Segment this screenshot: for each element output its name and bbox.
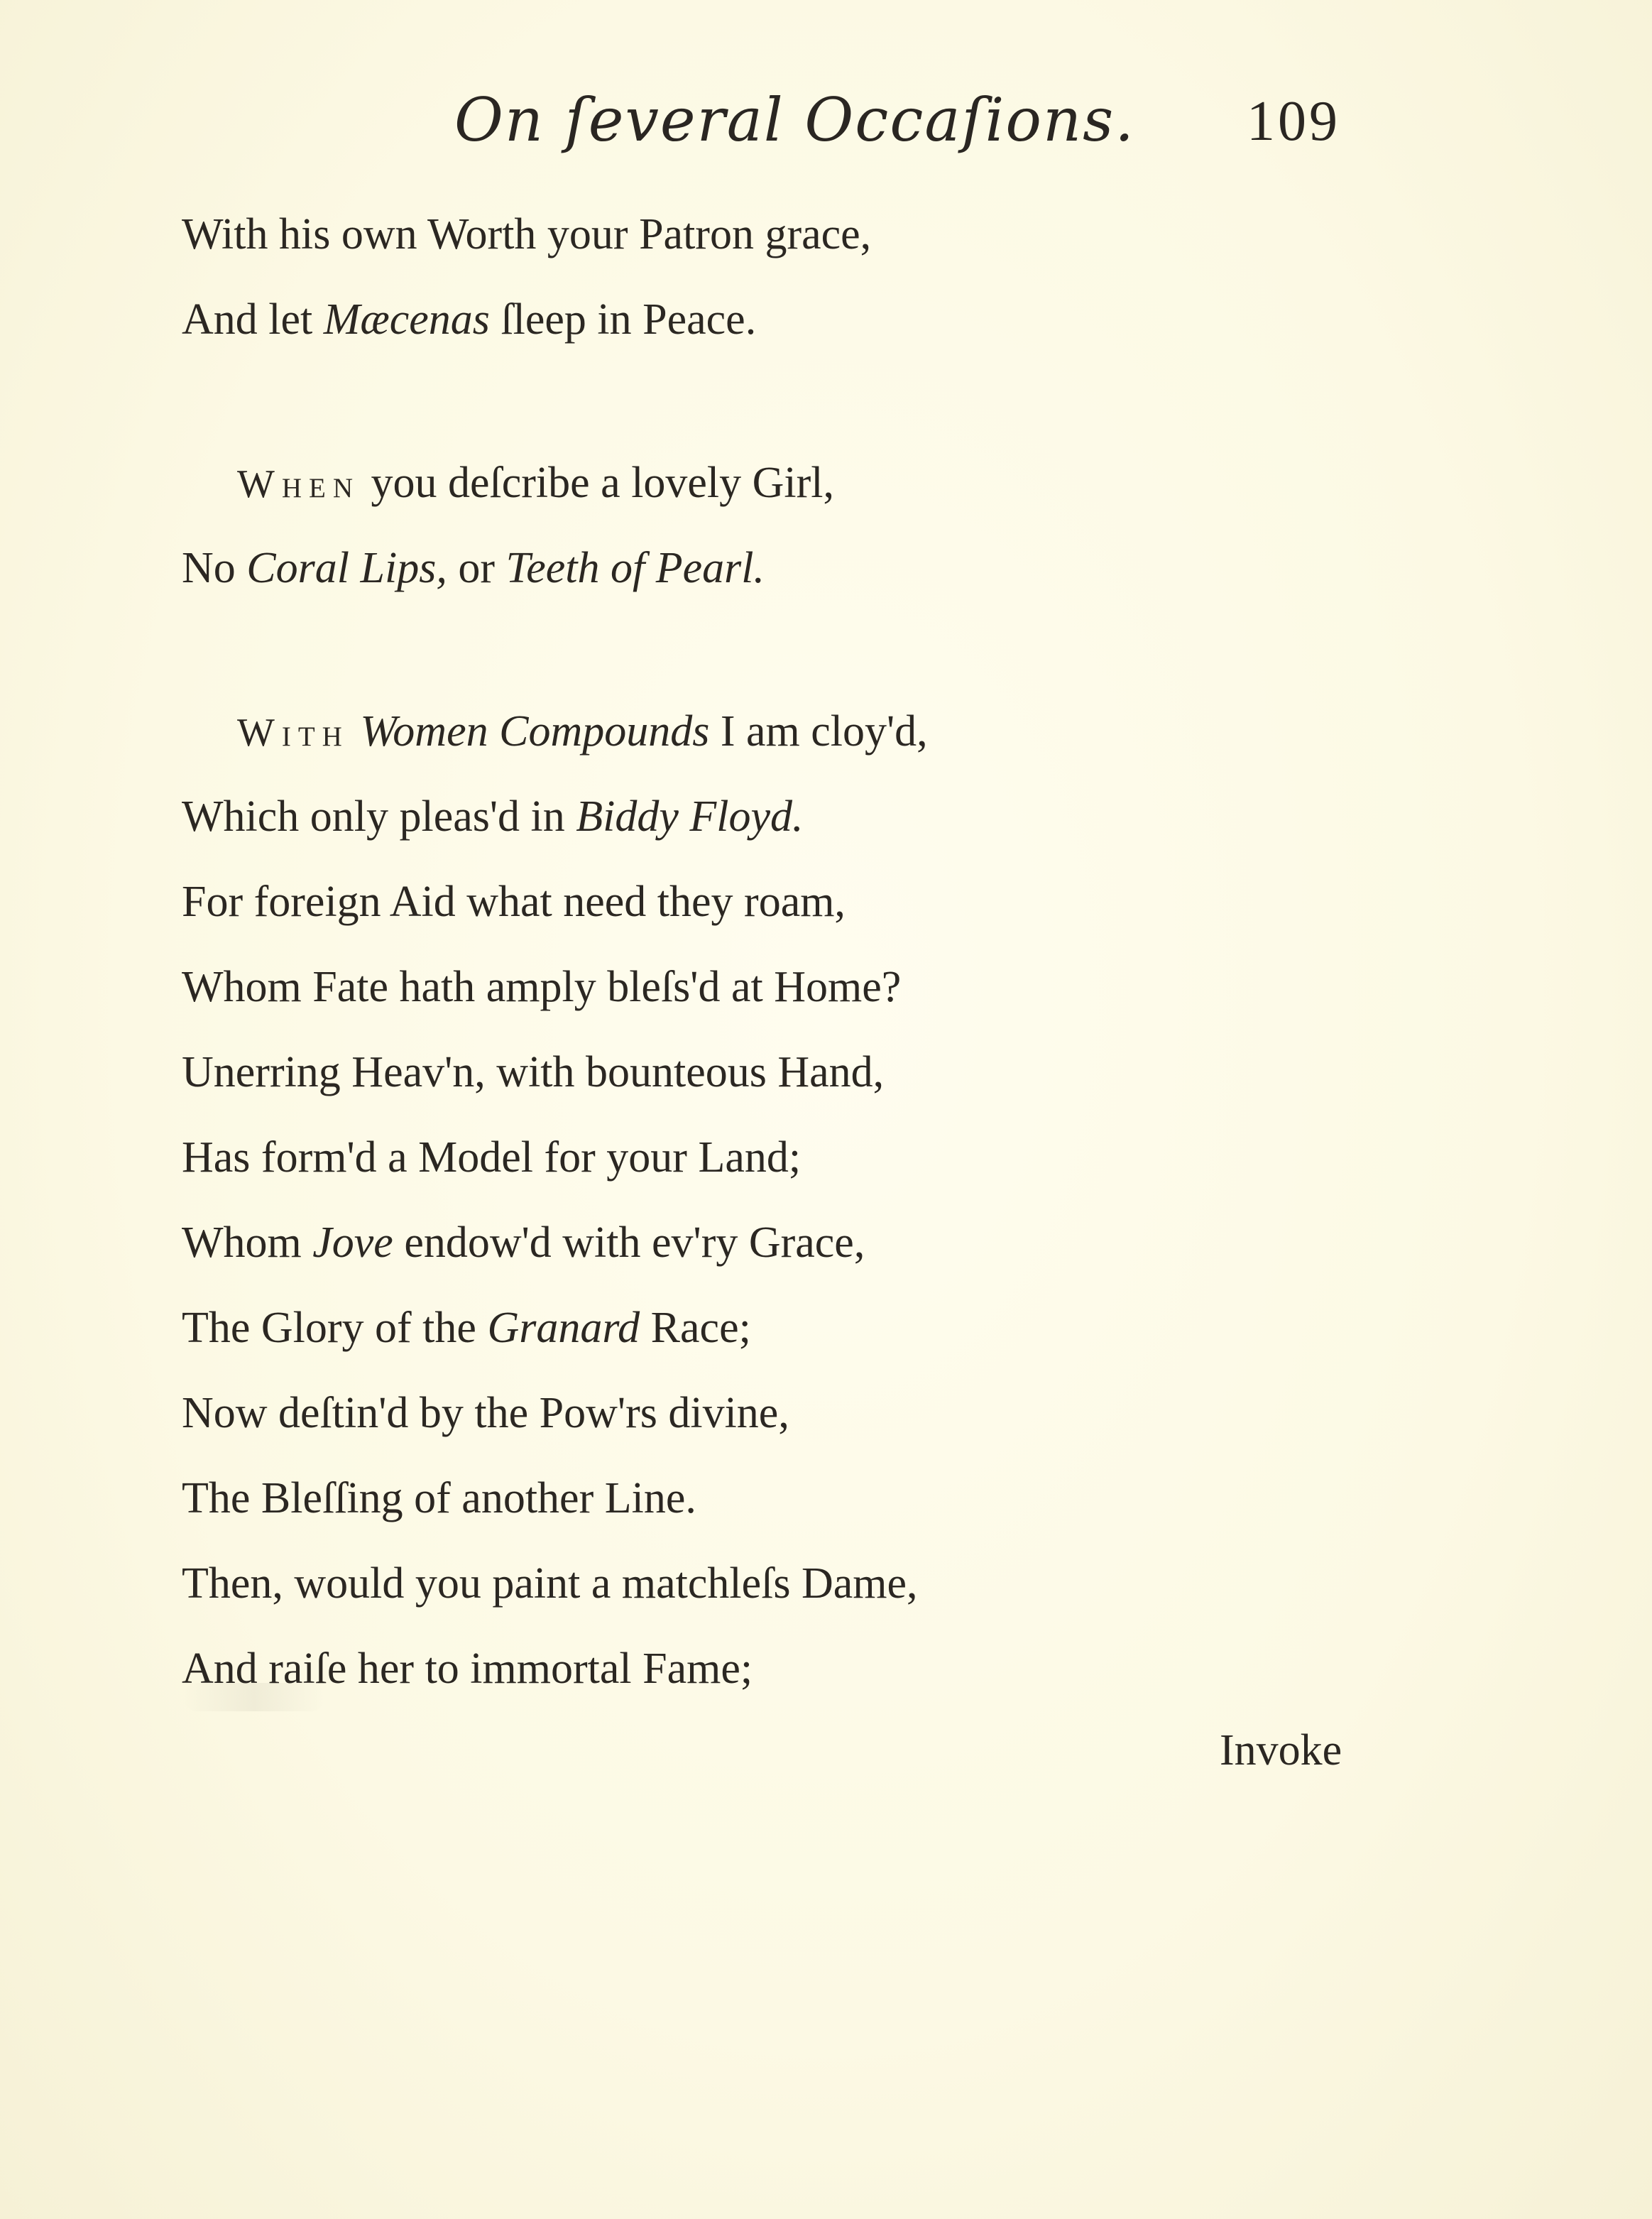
line-text: Race; (640, 1304, 751, 1352)
line-text: Now deſtin'd by the Pow'rs divine, (182, 1389, 789, 1437)
line-text: I am cloy'd, (709, 707, 928, 756)
line-text: And let (182, 295, 324, 344)
verse-line (182, 525, 1389, 611)
stanza-break (182, 362, 1389, 440)
running-head (0, 85, 1652, 163)
verse-line (182, 1541, 1389, 1626)
page-number: 109 (1247, 90, 1340, 153)
line-text: No (182, 544, 247, 592)
catchword: Invoke (1220, 1726, 1342, 1774)
line-text: Unerring Heav'n, with bounteous Hand, (182, 1048, 885, 1096)
italic-text: Teeth of Pearl. (505, 544, 765, 592)
stanza (182, 689, 1389, 1711)
paper-blemish (183, 1683, 325, 1711)
line-text: And raiſe her to immortal Fame; (182, 1645, 753, 1693)
line-text: endow'd with ev'ry Grace, (393, 1218, 865, 1267)
running-title: On ſeveral Occaſions. (454, 85, 1135, 155)
line-text (349, 707, 361, 756)
verse-line (182, 774, 1389, 859)
verse-line (182, 277, 1389, 362)
verse-line (182, 1456, 1389, 1541)
verse-line (182, 1030, 1389, 1115)
stanza (182, 192, 1389, 362)
italic-text: Jove (312, 1218, 393, 1267)
italic-text: Granard (487, 1304, 640, 1352)
line-text: The Glory of the (182, 1304, 488, 1352)
line-text: The Bleſſing of another Line. (182, 1474, 696, 1522)
italic-text: Mæcenas (323, 295, 490, 344)
verse-line (182, 1285, 1389, 1370)
verse-line (182, 1115, 1389, 1200)
verse-line (182, 1626, 1389, 1711)
line-text: or (447, 544, 506, 592)
stanza (182, 440, 1389, 611)
italic-text: Biddy Floyd. (576, 792, 804, 841)
line-text: ſleep in Peace. (489, 295, 757, 344)
small-caps-text: When (237, 462, 361, 506)
verse-line (182, 1370, 1389, 1456)
verse-line (182, 440, 1389, 525)
line-text: With his own Worth your Patron grace, (182, 210, 872, 258)
line-text: you deſcribe a lovely Girl, (360, 459, 835, 507)
italic-text: Women Compounds (360, 707, 710, 756)
verse-line (182, 859, 1389, 944)
small-caps-text: With (237, 711, 349, 755)
verse-line (182, 192, 1389, 277)
stanza-break (182, 611, 1389, 689)
verse-line (182, 689, 1389, 774)
line-text: Which only pleas'd in (182, 792, 576, 841)
verse-line (182, 1200, 1389, 1285)
line-text: For foreign Aid what need they roam, (182, 878, 846, 926)
italic-text: Coral Lips, (246, 544, 447, 592)
line-text: Then, would you paint a matchleſs Dame, (182, 1559, 918, 1608)
verse-line (182, 944, 1389, 1030)
poem-body (182, 192, 1389, 1711)
line-text: Whom (182, 1218, 313, 1267)
line-text: Whom Fate hath amply bleſs'd at Home? (182, 963, 902, 1011)
line-text: Has form'd a Model for your Land; (182, 1133, 802, 1182)
